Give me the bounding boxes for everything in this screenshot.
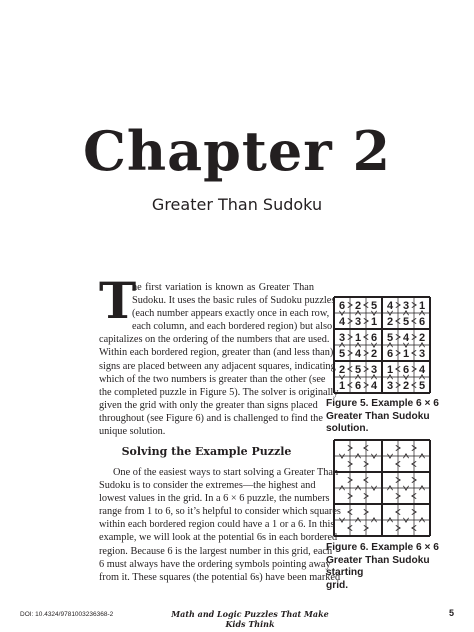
- chapter-subtitle: Greater Than Sudoku: [151, 195, 323, 214]
- cell-value: 2: [386, 316, 394, 328]
- text-line: unique solution.: [99, 426, 166, 438]
- text-line: region. Because 6 is the largest number in this grid, each: [99, 545, 333, 557]
- cell-value: 2: [402, 380, 410, 392]
- text-line: the completed puzzle in Figure 5). The solver is originally: [99, 386, 339, 398]
- cell-value: 2: [338, 364, 346, 376]
- text-line: Within each bordered region, greater than (and less than): [99, 347, 334, 359]
- text-line: lowest values in the grid. In a 6 × 6 puzzle, the numbers: [99, 493, 330, 505]
- cell-value: 4: [386, 300, 394, 312]
- text-line: 6 must always have the ordering symbols pointing away: [99, 558, 331, 570]
- figure-5-solution-grid: [330, 293, 434, 397]
- figure-6-caption: [326, 542, 466, 592]
- cell-value: 1: [338, 380, 346, 392]
- intro-paragraph: [99, 281, 339, 438]
- text-line: which of the two numbers is greater than the other (see: [99, 373, 326, 385]
- text-line: he first variation is known as Greater Than: [132, 282, 314, 293]
- cell-value: 4: [402, 332, 410, 344]
- cell-value: 1: [402, 348, 410, 360]
- caption-line: Greater Than Sudoku solution.: [326, 410, 430, 434]
- page-number: 5: [449, 608, 455, 618]
- text-line: signs are placed between any adjacent squares, indicating: [99, 360, 336, 372]
- cell-value: 4: [354, 348, 362, 360]
- cell-value: 3: [402, 300, 410, 312]
- cell-value: 6: [338, 300, 346, 312]
- section-paragraph: [99, 466, 341, 584]
- text-line: (each number appears exactly once in each row,: [132, 308, 330, 320]
- text-line: One of the easiest ways to start solving a Greater Than: [113, 467, 339, 478]
- text-line: from it. These squares (the potential 6s) have been marked: [99, 571, 341, 583]
- cell-value: 1: [370, 316, 378, 328]
- text-line: each column, and each bordered region) but also: [132, 321, 333, 333]
- cell-value: 3: [386, 380, 394, 392]
- caption-line: Greater Than Sudoku starting: [326, 554, 430, 578]
- caption-line: grid.: [326, 579, 349, 591]
- cell-value: 5: [418, 380, 426, 392]
- chapter-title: Chapter 2: [82, 119, 392, 183]
- text-line: given the grid with only the greater than signs placed: [99, 399, 318, 411]
- cell-value: 1: [354, 332, 362, 344]
- cell-value: 5: [402, 316, 410, 328]
- cell-value: 6: [386, 348, 394, 360]
- cell-value: 5: [354, 364, 362, 376]
- cell-value: 4: [370, 380, 378, 392]
- footer-doi: DOI: 10.4324/9781003236368-2: [20, 611, 114, 618]
- cell-value: 6: [370, 332, 378, 344]
- cell-value: 4: [338, 316, 346, 328]
- text-line: Sudoku is to consider the extremes—the highest and: [99, 480, 316, 492]
- cell-value: 1: [386, 364, 394, 376]
- caption-line: Figure 5. Example 6 × 6: [326, 398, 439, 409]
- text-line: within each bordered region could have a 1 or a 6. In this: [99, 519, 335, 531]
- cell-value: 3: [370, 364, 378, 376]
- cell-value: 6: [418, 316, 426, 328]
- section-heading: Solving the Example Puzzle: [121, 445, 292, 458]
- cell-value: 5: [338, 348, 346, 360]
- cell-value: 2: [370, 348, 378, 360]
- footer-book-title: Math and Logic Puzzles That Make Kids Think: [171, 609, 329, 629]
- cell-value: 3: [418, 348, 426, 360]
- text-line: example, we will look at the potential 6s in each bordered: [99, 532, 338, 544]
- text-line: throughout (see Figure 6) and is challenged to find the: [99, 412, 323, 424]
- cell-value: 3: [354, 316, 362, 328]
- text-line: range from 1 to 6, so it’s helpful to consider which squares: [99, 506, 341, 518]
- figure-6-starting-grid: [330, 436, 434, 540]
- cell-value: 4: [418, 364, 426, 376]
- cell-value: 1: [418, 300, 426, 312]
- drop-cap: T: [99, 271, 137, 330]
- text-line: Sudoku. It uses the basic rules of Sudoku puzzles: [132, 295, 336, 307]
- cell-value: 6: [354, 380, 362, 392]
- cell-value: 5: [370, 300, 378, 312]
- caption-line: Figure 6. Example 6 × 6: [326, 542, 439, 553]
- cell-value: 2: [418, 332, 426, 344]
- cell-value: 3: [338, 332, 346, 344]
- text-line: capitalizes on the ordering of the numbers that are used.: [99, 334, 330, 346]
- cell-value: 6: [402, 364, 410, 376]
- cell-value: 5: [386, 332, 394, 344]
- cell-value: 2: [354, 300, 362, 312]
- figure-5-caption: [326, 398, 466, 436]
